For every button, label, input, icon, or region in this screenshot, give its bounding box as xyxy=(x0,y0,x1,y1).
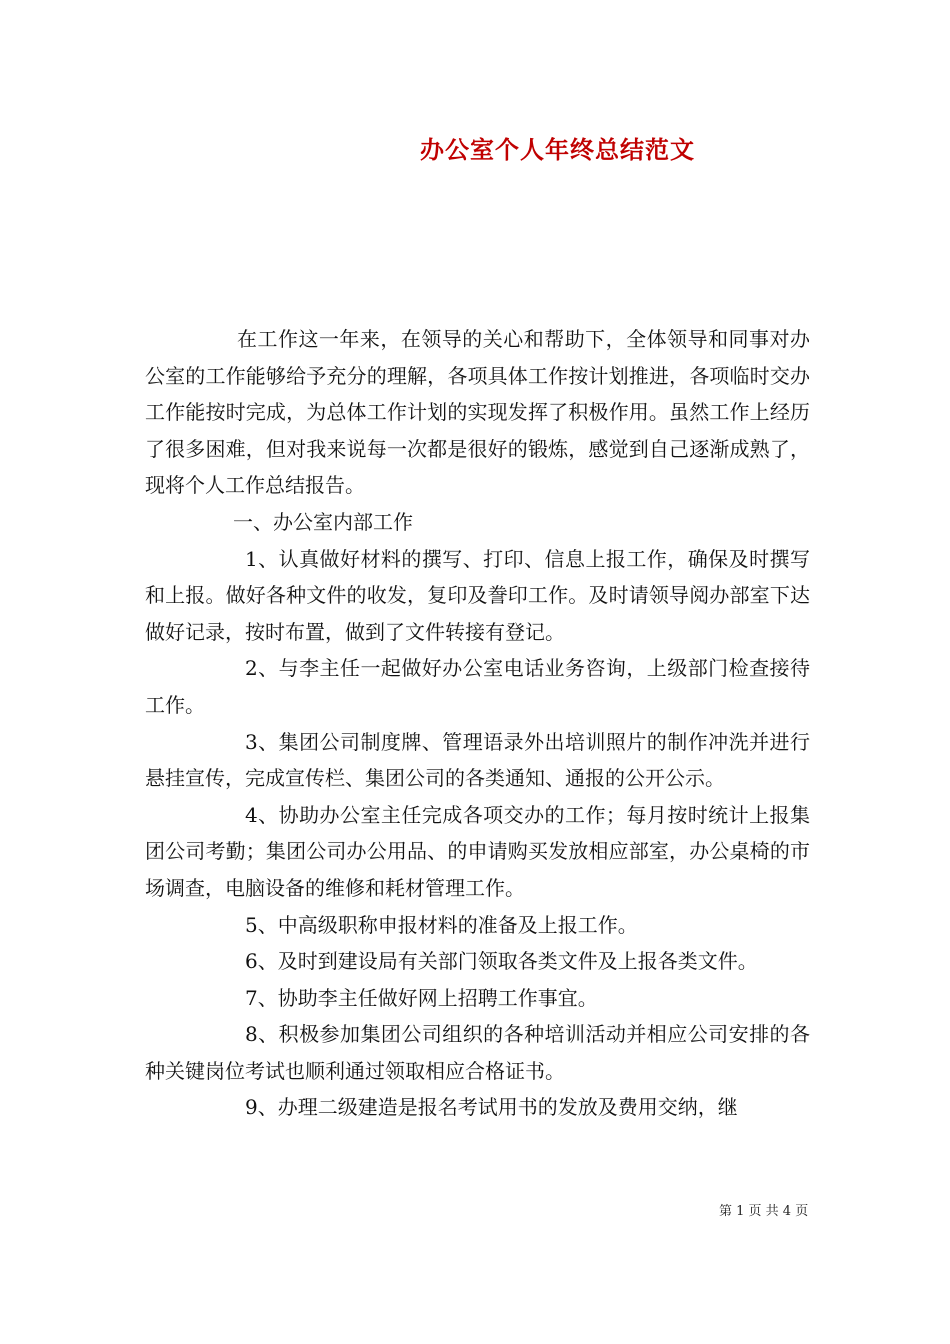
list-item: 4、协助办公室主任完成各项交办的工作；每月按时统计上报集团公司考勤；集团公司办公用品、的申请购买发放相应部室，办公桌椅的市场调查，电脑设备的维修和耗材管理工作。 xyxy=(145,802,810,900)
list-item: 3、集团公司制度牌、管理语录外出培训照片的制作冲洗并进行悬挂宣传，完成宣传栏、集团公司的各类通知、通报的公开公示。 xyxy=(145,729,810,791)
list-item: 5、中高级职称申报材料的准备及上报工作。 xyxy=(245,912,638,937)
list-item: 8、积极参加集团公司组织的各种培训活动并相应公司安排的各种关键岗位考试也顺利通过领取相应合格证书。 xyxy=(145,1022,810,1083)
list-item: 9、办理二级建造是报名考试用书的发放及费用交纳，继 xyxy=(245,1095,738,1120)
list-item: 1、认真做好材料的撰写、打印、信息上报工作，确保及时撰写和上报。做好各种文件的收发，复印及誊印工作。及时请领导阅办部室下达做好记录，按时布置，做到了文件转接有登记。 xyxy=(145,546,810,644)
list-item: 7、协助李主任做好网上招聘工作事宜。 xyxy=(245,985,598,1010)
section-heading: 一、办公室内部工作 xyxy=(233,509,413,534)
page-number: 第 1 页 共 4 页 xyxy=(719,1204,809,1219)
document-title: 办公室个人年终总结范文 xyxy=(420,135,695,164)
list-item: 2、与李主任一起做好办公室电话业务咨询，上级部门检查接待工作。 xyxy=(145,656,810,717)
list-item: 6、及时到建设局有关部门领取各类文件及上报各类文件。 xyxy=(245,949,758,974)
intro-paragraph: 在工作这一年来，在领导的关心和帮助下，全体领导和同事对办公室的工作能够给予充分的理解，各项具体工作按计划推进，各项临时交办工作能按时完成，为总体工作计划的实现发挥了积极作用。虽然工作上经历了很多困难，但对我来说每一次都是很好的锻炼，感觉到自己逐渐成熟了，现将个人工作总结报告。 xyxy=(145,327,810,498)
document-body xyxy=(145,321,810,1126)
